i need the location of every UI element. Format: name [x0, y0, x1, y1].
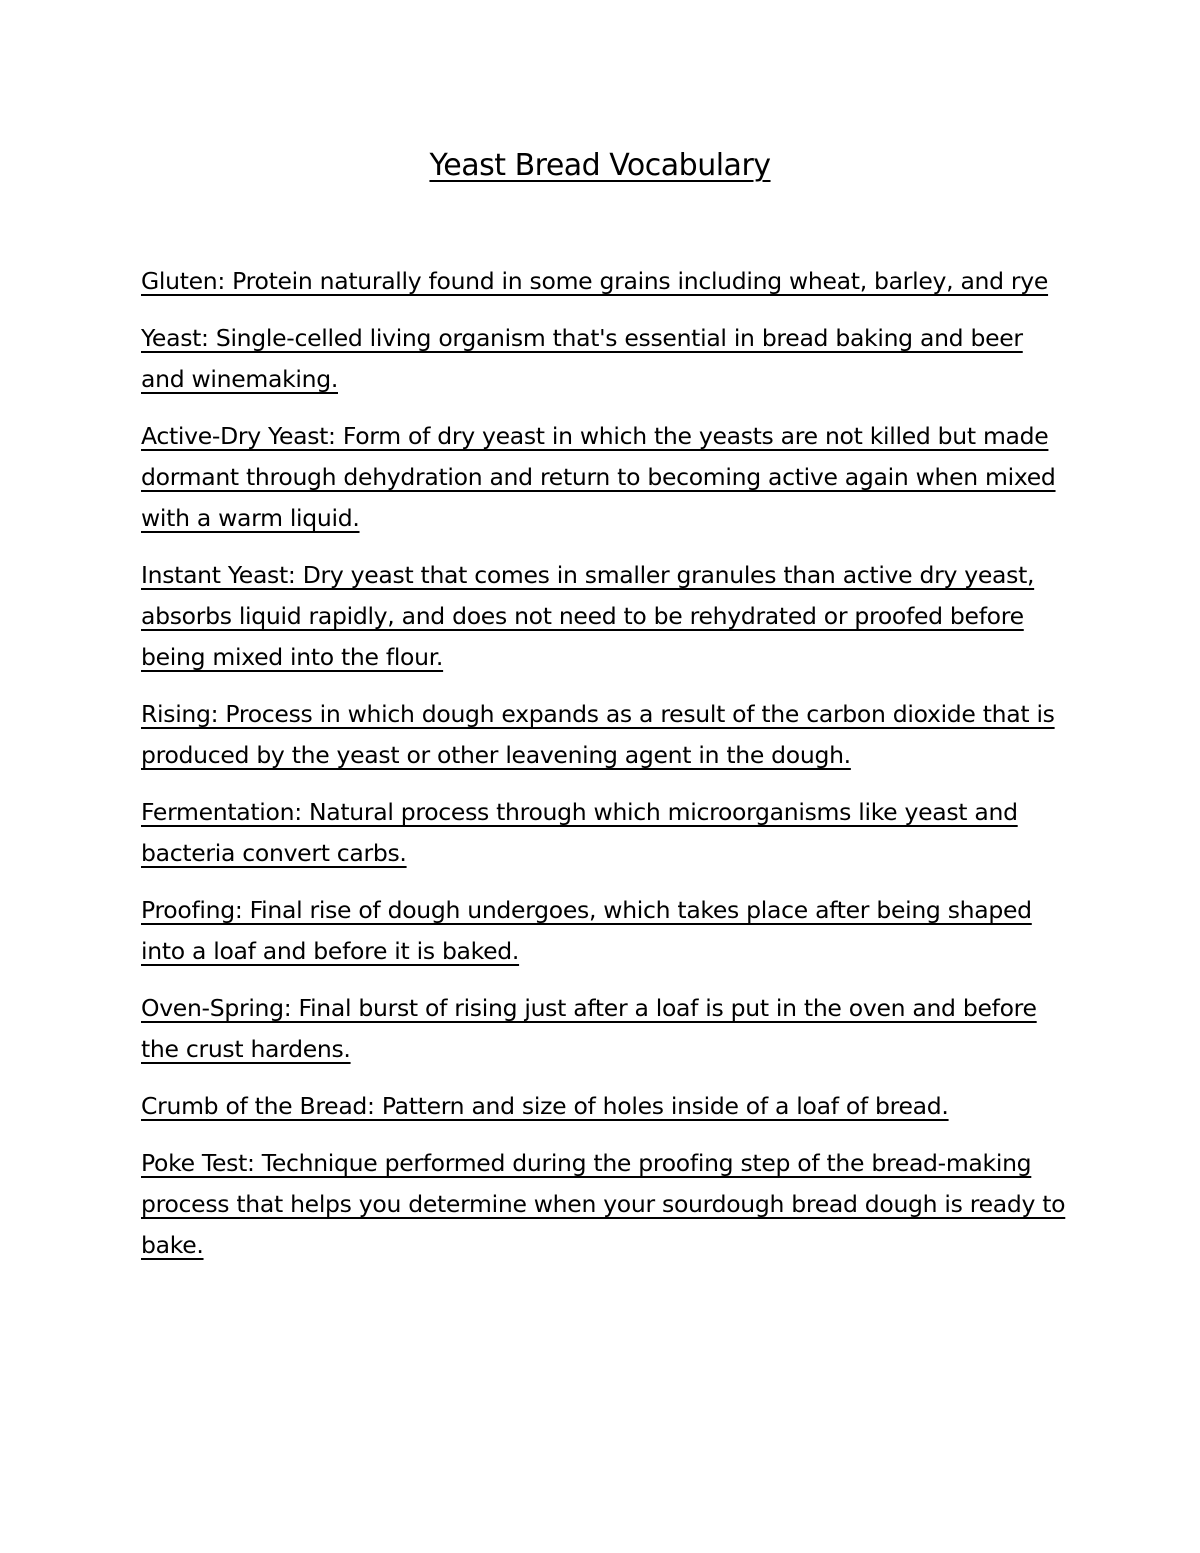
vocab-entry-gluten: Gluten: Protein naturally found in some grains including wheat, barley, and rye	[141, 267, 1049, 295]
vocab-entry-yeast: Yeast: Single-celled living organism that's essential in bread baking and beer and winemaking.	[141, 324, 1023, 393]
vocabulary-list	[141, 261, 1071, 1282]
vocab-entry-proofing: Proofing: Final rise of dough undergoes, which takes place after being shaped into a loaf and before it is baked.	[141, 896, 1032, 965]
vocab-entry-active-dry-yeast: Active-Dry Yeast: Form of dry yeast in which the yeasts are not killed but made dormant through dehydration and return to becoming active again when mixed with a warm liquid.	[141, 422, 1056, 532]
vocab-entry-poke-test: Poke Test: Technique performed during the proofing step of the bread-making process that helps you determine when your sourdough bread dough is ready to bake.	[141, 1149, 1066, 1259]
vocab-entry-oven-spring: Oven-Spring: Final burst of rising just after a loaf is put in the oven and before the crust hardens.	[141, 994, 1037, 1063]
vocab-entry-crumb-of-the-bread: Crumb of the Bread: Pattern and size of holes inside of a loaf of bread.	[141, 1092, 949, 1120]
vocab-entry-instant-yeast: Instant Yeast: Dry yeast that comes in smaller granules than active dry yeast, absorbs liquid rapidly, and does not need to be rehydrated or proofed before being mixed into the flour.	[141, 561, 1035, 671]
vocab-entry-rising: Rising: Process in which dough expands as a result of the carbon dioxide that is produced by the yeast or other leavening agent in the dough.	[141, 700, 1055, 769]
page-title: Yeast Bread Vocabulary	[429, 148, 771, 183]
vocab-entry-fermentation: Fermentation: Natural process through which microorganisms like yeast and bacteria convert carbs.	[141, 798, 1018, 867]
